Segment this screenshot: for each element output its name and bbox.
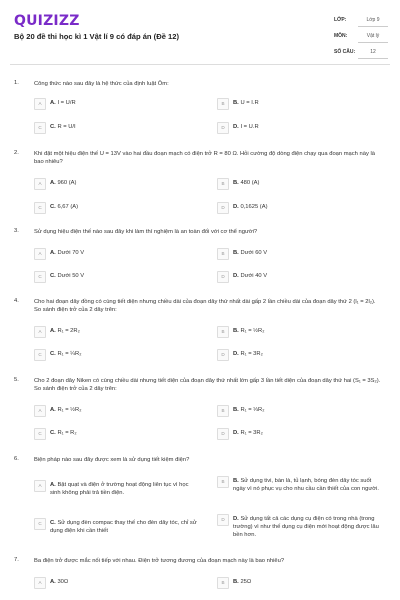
- option-key: C.: [50, 351, 56, 357]
- option-text: Dưới 40 V: [240, 273, 268, 279]
- option-key: A.: [50, 579, 56, 585]
- option-letter: A: [34, 248, 46, 260]
- header-divider: [10, 64, 390, 65]
- option-key: B.: [233, 579, 239, 585]
- option-letter: C: [34, 202, 46, 214]
- option-c[interactable]: [34, 122, 204, 134]
- option-key: D.: [233, 516, 239, 522]
- option-b[interactable]: [217, 326, 387, 338]
- question-text: Biện pháp nào sau đây được xem là sử dụng tiết kiệm điện?: [34, 457, 190, 463]
- option-key: A.: [50, 482, 56, 488]
- option-a[interactable]: [34, 178, 204, 190]
- meta-row-class: [334, 15, 390, 31]
- option-a[interactable]: [34, 326, 204, 338]
- question-number: 7.: [14, 557, 19, 563]
- option-text: Dưới 70 V: [57, 250, 85, 256]
- option-letter: B: [217, 577, 229, 589]
- option-text: R₁ = R₂: [57, 430, 77, 436]
- option-text: I = U/R: [57, 100, 76, 106]
- option-text: 480 (A): [240, 180, 260, 186]
- option-b[interactable]: [217, 248, 387, 260]
- option-key: D.: [233, 204, 239, 210]
- question-number: 5.: [14, 377, 19, 383]
- option-c[interactable]: [34, 202, 204, 214]
- option-key: A.: [50, 407, 56, 413]
- option-key: B.: [233, 328, 239, 334]
- question-text: Sử dụng hiệu điện thế nào sau đây khi làm thí nghiệm là an toàn đối với cơ thể người?: [34, 229, 258, 235]
- option-letter: D: [217, 271, 229, 283]
- question-text: Ba điện trở được mắc nối tiếp với nhau. Điện trở tương đương của đoạn mạch này là bao nhiêu?: [34, 558, 285, 564]
- option-text: R = U/I: [57, 124, 76, 130]
- option-key: B.: [233, 100, 239, 106]
- option-letter: A: [34, 577, 46, 589]
- meta-panel: [334, 15, 390, 63]
- option-a[interactable]: [34, 405, 204, 417]
- option-letter: C: [34, 122, 46, 134]
- question-number: 1.: [14, 80, 19, 86]
- option-letter: D: [217, 428, 229, 440]
- option-letter: A: [34, 326, 46, 338]
- option-d[interactable]: [217, 202, 387, 214]
- option-key: C.: [50, 520, 56, 526]
- option-text: R₁ = 2R₂: [57, 328, 80, 334]
- question-number: 3.: [14, 228, 19, 234]
- option-c[interactable]: [34, 518, 204, 534]
- meta-value: Vật lý: [358, 31, 388, 43]
- option-letter: A: [34, 178, 46, 190]
- option-key: A.: [50, 328, 56, 334]
- option-d[interactable]: [217, 349, 387, 361]
- option-c[interactable]: [34, 428, 204, 440]
- option-key: B.: [233, 478, 239, 484]
- option-letter: B: [217, 476, 229, 488]
- option-text: I = U.R: [240, 124, 259, 130]
- meta-value: 12: [358, 47, 388, 59]
- option-key: D.: [233, 430, 239, 436]
- option-a[interactable]: [34, 98, 204, 110]
- option-d[interactable]: [217, 428, 387, 440]
- option-letter: C: [34, 271, 46, 283]
- option-c[interactable]: [34, 349, 204, 361]
- option-d[interactable]: [217, 271, 387, 283]
- header: [0, 0, 400, 60]
- option-text: R₁ = 3R₂: [240, 351, 263, 357]
- option-letter: B: [217, 405, 229, 417]
- question-text: Cho 2 đoạn dây Niken có cùng chiều dài nhưng tiết diện của đoạn dây thứ nhất lớn gấp 3 lần tiết diện của đoạn dây thứ hai (S₁ = 3S₂). So sánh điện trở của 2 dây trên:: [34, 378, 381, 392]
- option-letter: D: [217, 349, 229, 361]
- question-text: Khi đặt một hiệu điện thế U = 13V vào hai đầu đoạn mạch có điện trở R = 80 Ω. Hỏi cường độ dòng điện chạy qua đoạn mạch này là bao nhiêu?: [34, 151, 375, 165]
- meta-row-subject: [334, 31, 390, 47]
- option-letter: D: [217, 202, 229, 214]
- option-text: R₁ = 3R₂: [240, 430, 263, 436]
- question-number: 4.: [14, 298, 19, 304]
- question-number: 6.: [14, 456, 19, 462]
- option-key: D.: [233, 273, 239, 279]
- meta-value: Lớp 9: [358, 15, 388, 27]
- option-key: B.: [233, 250, 239, 256]
- meta-row-count: [334, 47, 390, 63]
- option-text: 30Ω: [57, 579, 69, 585]
- page-title: Bộ 20 đề thi học kì 1 Vật lí 9 có đáp án (Đề 12): [14, 32, 179, 41]
- option-c[interactable]: [34, 271, 204, 283]
- option-key: D.: [233, 124, 239, 130]
- question-text: Cho hai đoạn dây đồng có cùng tiết diện nhưng chiều dài của đoạn dây thứ nhất dài gấp 2 lần chiều dài của đoạn dây thứ 2 (l₁ = 2l₂). So sánh điện trở của 2 dây trên:: [34, 299, 376, 313]
- option-text: R₁ = ⅓R₂: [240, 407, 265, 413]
- option-letter: C: [34, 428, 46, 440]
- option-a[interactable]: [34, 577, 204, 589]
- option-key: A.: [50, 100, 56, 106]
- option-letter: C: [34, 518, 46, 530]
- option-letter: D: [217, 122, 229, 134]
- option-key: B.: [233, 180, 239, 186]
- option-b[interactable]: [217, 98, 387, 110]
- option-letter: B: [217, 248, 229, 260]
- option-key: C.: [50, 124, 56, 130]
- option-text: Dưới 50 V: [57, 273, 85, 279]
- option-letter: B: [217, 98, 229, 110]
- option-text: 6,67 (A): [57, 204, 79, 210]
- option-key: C.: [50, 204, 56, 210]
- option-letter: B: [217, 178, 229, 190]
- option-key: C.: [50, 273, 56, 279]
- option-text: Bật quạt và điện ở trường hoạt động liên tục vì học sinh không phải trả tiền điện.: [50, 482, 189, 496]
- quizizz-logo: QUIZIZZ: [14, 13, 80, 29]
- option-letter: A: [34, 98, 46, 110]
- option-text: Sử dụng đèn compac thay thế cho đèn dây tóc, chỉ sử dụng điện khi cần thiết: [50, 520, 197, 534]
- option-text: Sử dụng tivi, bàn là, tủ lạnh, bóng đèn dây tóc suốt ngày vì nó phục vụ cho nhu cầu cần thiết của con người.: [233, 478, 379, 492]
- option-key: B.: [233, 407, 239, 413]
- option-text: 25Ω: [240, 579, 252, 585]
- meta-label: LỚP:: [334, 17, 347, 23]
- option-b[interactable]: [217, 405, 387, 417]
- option-text: 0,1625 (A): [240, 204, 268, 210]
- option-text: R₁ = ½R₂: [57, 407, 82, 413]
- option-text: Dưới 60 V: [240, 250, 268, 256]
- option-b[interactable]: [217, 476, 387, 492]
- question-number: 2.: [14, 150, 19, 156]
- option-text: 960 (A): [57, 180, 77, 186]
- option-key: C.: [50, 430, 56, 436]
- option-b[interactable]: [217, 178, 387, 190]
- option-text: R₁ = ½R₂: [240, 328, 265, 334]
- option-b[interactable]: [217, 577, 387, 589]
- option-letter: D: [217, 514, 229, 526]
- option-text: Sử dụng tất cả các dụng cụ điện có trong nhà (trong trường) vì như thế dụng cụ điện mới hoạt động được lâu bền hơn.: [233, 516, 379, 538]
- question-text: Công thức nào sau đây là hệ thức của định luật Ôm:: [34, 81, 169, 87]
- option-letter: A: [34, 480, 46, 492]
- option-text: R₁ = ¼R₂: [57, 351, 82, 357]
- option-letter: B: [217, 326, 229, 338]
- meta-label: MÔN:: [334, 33, 348, 39]
- meta-label: SỐ CÂU:: [334, 49, 356, 55]
- option-d[interactable]: [217, 122, 387, 134]
- option-d[interactable]: [217, 514, 387, 538]
- option-letter: A: [34, 405, 46, 417]
- option-a[interactable]: [34, 480, 204, 496]
- option-key: A.: [50, 250, 56, 256]
- option-a[interactable]: [34, 248, 204, 260]
- option-letter: C: [34, 349, 46, 361]
- option-key: D.: [233, 351, 239, 357]
- option-text: U = I.R: [240, 100, 259, 106]
- option-key: A.: [50, 180, 56, 186]
